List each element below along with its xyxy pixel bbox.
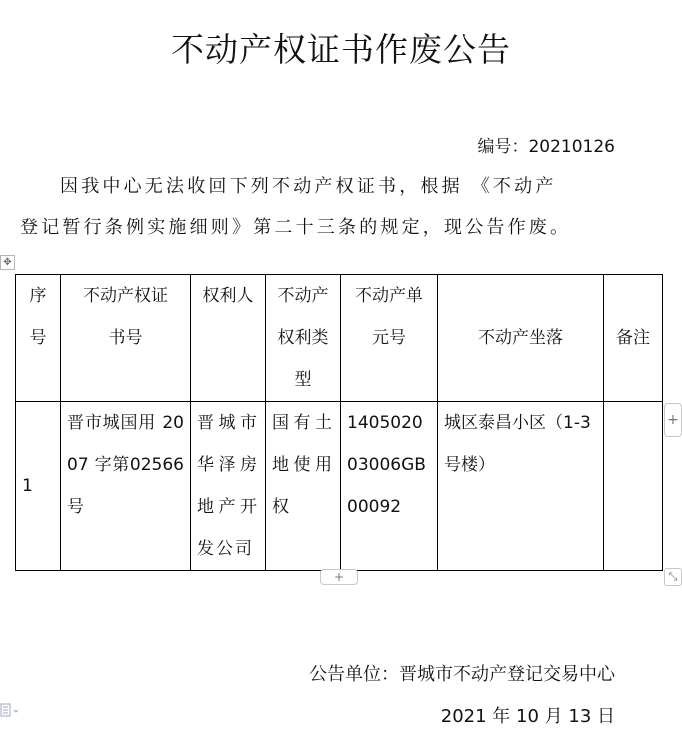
table-resize-handle[interactable] [664, 568, 682, 586]
cell-location-value: 城区泰昌小区（1-3 号楼） [444, 413, 591, 475]
cell-cert-no[interactable] [61, 402, 191, 571]
header-cert-no-label: 不动产权证书号 [83, 286, 168, 348]
header-owner-label: 权利人 [202, 286, 254, 306]
header-remark[interactable] [604, 275, 663, 402]
document-page-icon[interactable] [0, 703, 22, 719]
cell-unit-no[interactable] [341, 402, 438, 571]
plus-icon: + [333, 570, 345, 584]
plus-icon: + [667, 412, 679, 428]
body-paragraph-line-2: 登记暂行条例实施细则》第二十三条的规定，现公告作废。 [20, 217, 572, 238]
add-column-button[interactable] [320, 569, 358, 585]
header-owner[interactable] [191, 275, 266, 402]
cell-right-type-value: 国有土地使用权 [272, 413, 334, 517]
header-location-label: 不动产坐落 [478, 328, 563, 348]
document-number: 编号：20210126 [477, 137, 615, 157]
cell-remark[interactable] [604, 402, 663, 571]
sign-date: 2021 年 10 月 13 日 [440, 706, 615, 727]
document-title: 不动产权证书作废公告 [171, 30, 511, 69]
cell-seq-value: 1 [22, 476, 33, 496]
page-glyph [0, 703, 22, 719]
table-row [16, 402, 663, 571]
cell-seq[interactable] [16, 402, 61, 571]
header-cert-no[interactable] [61, 275, 191, 402]
header-unit-no-label: 不动产单元号 [355, 286, 423, 348]
cell-owner[interactable] [191, 402, 266, 571]
resize-diagonal-icon: ⤡ [668, 570, 678, 583]
cell-owner-value: 晋城市华泽房地产开发公司 [197, 413, 259, 559]
certificate-table [15, 274, 663, 571]
table-move-icon[interactable]: ✥ [0, 255, 15, 270]
header-seq[interactable] [16, 275, 61, 402]
table-header-row [16, 275, 663, 402]
header-right-type[interactable] [266, 275, 341, 402]
body-paragraph-line-1: 因我中心无法收回下列不动产权证书，根据 《不动产 [60, 176, 557, 197]
cell-right-type[interactable] [266, 402, 341, 571]
header-unit-no[interactable] [341, 275, 438, 402]
cell-cert-no-value: 晋市城国用 2007 字第02566号 [67, 413, 184, 517]
cell-location[interactable] [438, 402, 604, 571]
header-right-type-label: 不动产权利类型 [277, 286, 329, 390]
header-remark-label: 备注 [616, 328, 650, 348]
header-location[interactable] [438, 275, 604, 402]
add-row-button[interactable] [664, 403, 682, 437]
cell-unit-no-value: 140502003006GB00092 [347, 413, 426, 517]
sign-unit: 公告单位：晋城市不动产登记交易中心 [309, 664, 615, 685]
header-seq-label: 序号 [29, 286, 47, 348]
